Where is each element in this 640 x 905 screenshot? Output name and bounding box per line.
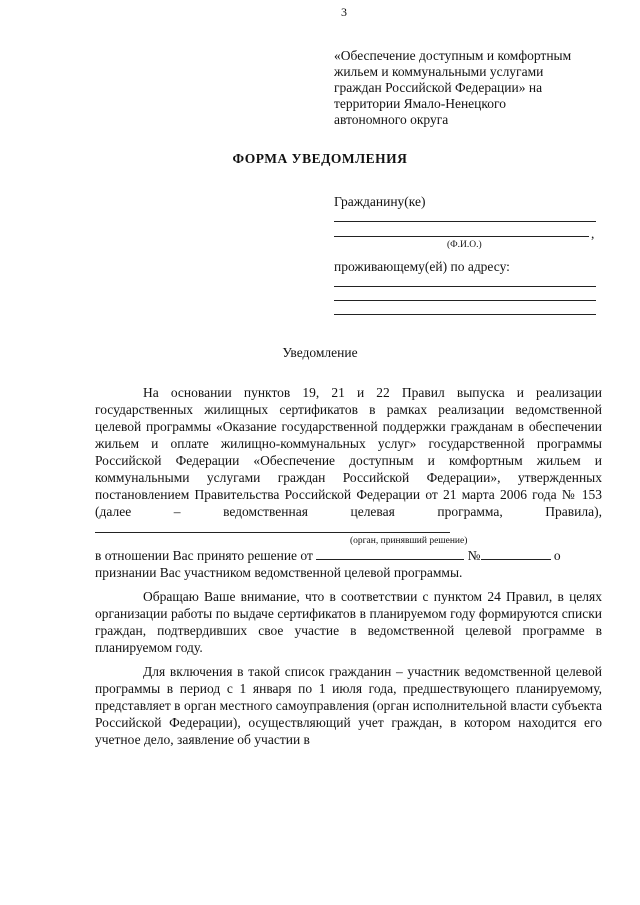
paragraph-inclusion: Для включения в такой список гражданин – участник ведомственной целевой программы в период с 1 января по 1 июля года, предшествующего планируемому, представляет в орган местного самоуправления (орган исполнительной власти субъекта Российской Федерации), осуществляющий учет граждан, в котором находится его учетное дело, заявление об участии в (95, 664, 602, 747)
notice-body (95, 384, 602, 748)
decision-line (95, 547, 602, 564)
address-line-1 (334, 286, 596, 287)
program-reference (334, 48, 614, 128)
paragraph-attention: Обращаю Ваше внимание, что в соответствии с пунктом 24 Правил, в целях организации работы по выдаче сертификатов в планируемом году формируются списки граждан, подтвердивших свое участие в ведомственной целевой программе в планируемом году. (95, 589, 602, 655)
form-title: ФОРМА УВЕДОМЛЕНИЯ (232, 151, 408, 166)
program-reference-line: граждан Российской Федерации» на (334, 80, 543, 95)
addressee-label: Гражданину(ке) (334, 194, 426, 209)
program-reference-line: автономного округа (334, 112, 449, 127)
number-blank (481, 547, 551, 560)
page-number: 3 (341, 5, 347, 19)
address-line-3 (334, 314, 596, 315)
legal-basis-text: На основании пунктов 19, 21 и 22 Правил выпуска и реализации государственных жилищных сертификатов в рамках реализации ведомственной целевой программы «Оказание государственной поддержки гражданам в обеспечении жильем и оплате жилищно-коммунальных услуг» государственной программы Российской Федерации «Обеспечение доступным и комфортным жильем и коммунальными услугами граждан Российской Федерации», утвержденных постановлением Правительства Российской Федерации от 21 марта 2006 года № 153 (далее – ведомственная целевая программа, Правила), (95, 385, 602, 519)
decision-end: признании Вас участником ведомственной целевой программы. (95, 565, 463, 580)
date-blank (316, 547, 464, 560)
organ-caption: (орган, принявший решение) (350, 536, 468, 546)
address-label: проживающему(ей) по адресу: (334, 259, 510, 274)
fio-comma: , (591, 226, 595, 241)
program-reference-line: территории Ямало-Ненецкого (334, 96, 506, 111)
decision-suffix: о (553, 548, 561, 563)
program-reference-line: «Обеспечение доступным и комфортным (334, 48, 572, 63)
addressee-block (334, 193, 604, 210)
number-sign: № (467, 548, 481, 563)
paragraph-legal-basis (95, 384, 602, 537)
notice-title: Уведомление (282, 345, 358, 360)
decision-prefix: в отношении Вас принято решение от (95, 548, 313, 563)
organ-blank (95, 520, 450, 533)
address-line-2 (334, 300, 596, 301)
program-reference-line: жильем и коммунальными услугами (334, 64, 544, 79)
fio-line-1 (334, 221, 596, 222)
fio-caption: (Ф.И.О.) (447, 240, 482, 250)
